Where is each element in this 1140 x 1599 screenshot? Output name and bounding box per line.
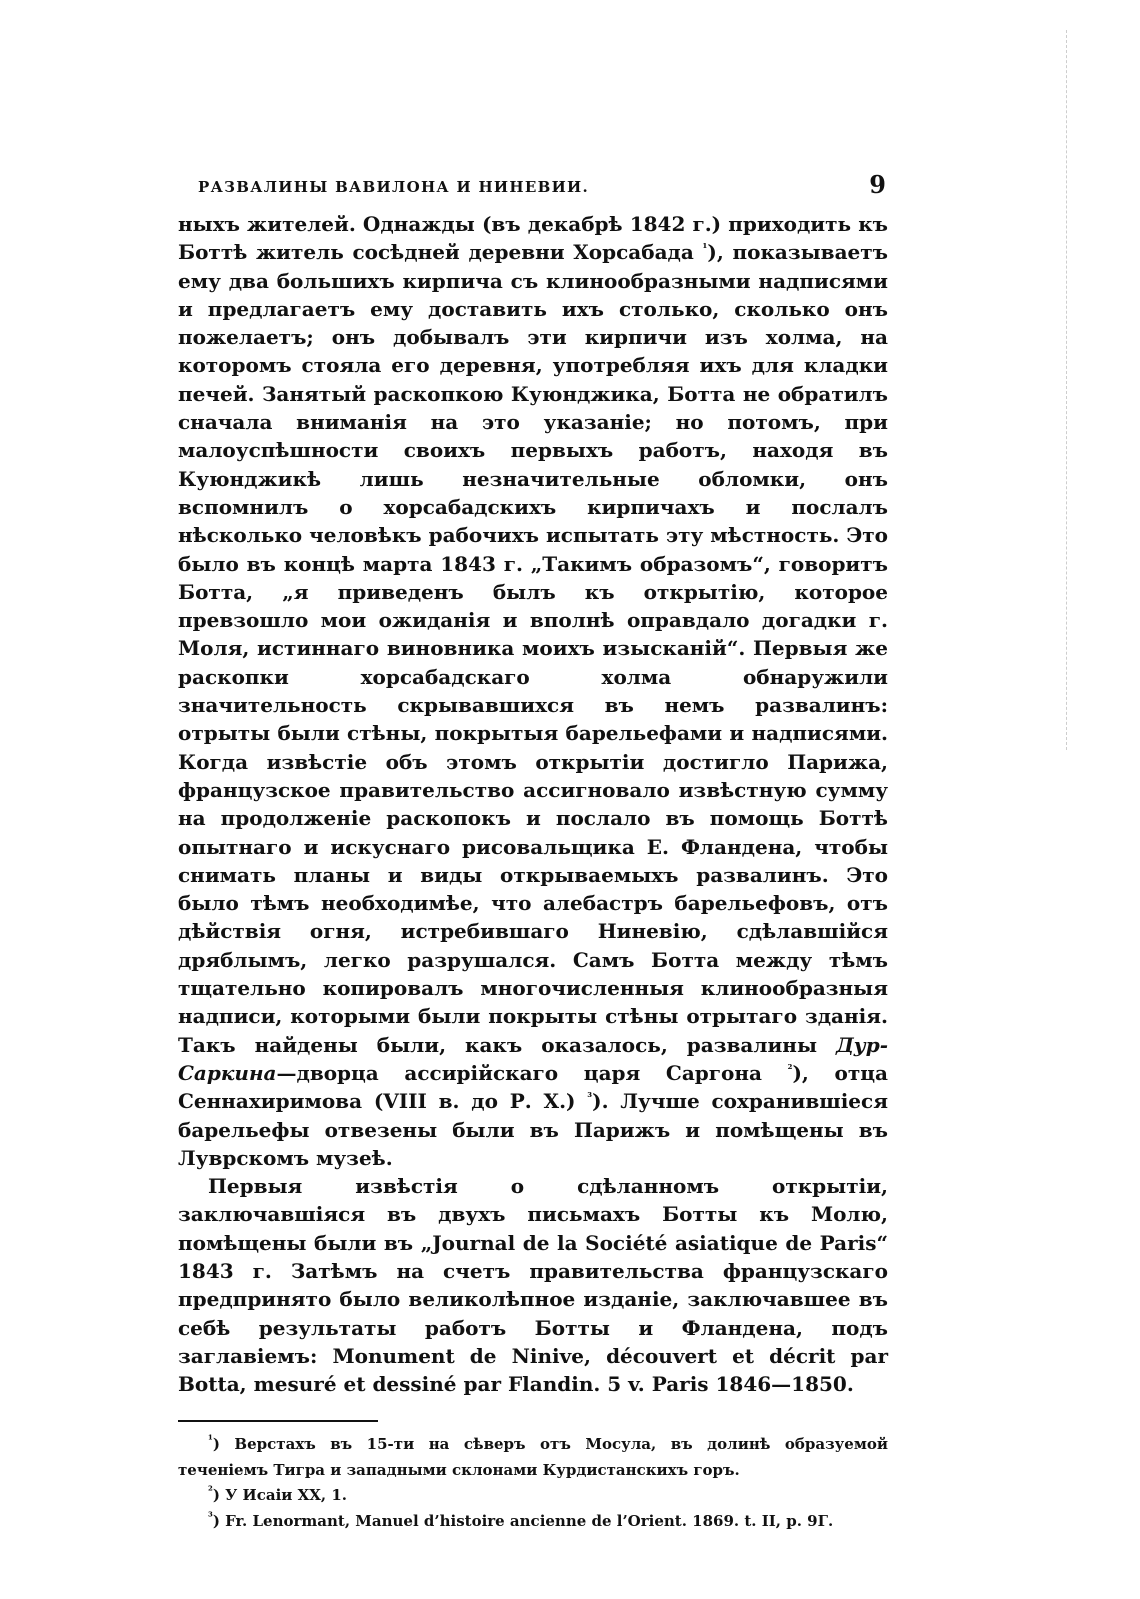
footnote-2 [178, 1483, 888, 1509]
footnote-text: ) Fr. Lenormant, Manuel d’histoire ancienne de l’Orient. 1869. t. II, p. 9Г. [212, 1511, 834, 1530]
footnote-text: ) Верстахъ въ 15-ти на сѣверъ отъ Мосула, въ долинѣ образуемой теченіемъ Тигра и западными склонами Курдистанскихъ горъ. [178, 1435, 888, 1479]
italic-dur-sarkina: Дур-Саркина [178, 1032, 888, 1085]
footnote-ref-3: ³ [587, 1090, 593, 1104]
running-head: РАЗВАЛИНЫ ВАВИЛОНА И НИНЕВИИ. [198, 178, 590, 196]
scan-edge-artifact [1066, 30, 1069, 750]
footnote-3 [178, 1509, 888, 1535]
page-header [178, 170, 888, 210]
footnote-divider [178, 1420, 378, 1422]
page-number: 9 [869, 170, 886, 199]
footnote-ref-2: ² [787, 1062, 793, 1076]
paragraph-1-part-1: ныхъ жителей. Однажды (въ декабрѣ 1842 г.) приходить къ Боттѣ житель сосѣдней деревни Хорсабада [178, 212, 888, 265]
paragraph-1-part-5: ). Лучше сохранившіеся барельефы отвезены были въ Парижъ и помѣщены въ Луврскомъ музеѣ. [178, 1089, 888, 1170]
paragraph-1-part-2: ), показываетъ ему два большихъ кирпича съ клинообразными надписями и предлагаетъ ему доставить ихъ столько, сколько онъ пожелаетъ; онъ добывалъ эти кирпичи изъ холма, на которомъ стояла его деревня, употребляя ихъ для кладки печей. Занятый раскопкою Куюнджика, Ботта не обратилъ сначала вниманія на это указаніе; но потомъ, при малоуспѣшности своихъ первыхъ работъ, находя въ Куюнджикѣ лишь незначительные обломки, онъ вспомнилъ о хорсабадскихъ кирпичахъ и послалъ нѣсколько человѣкъ рабочихъ испытать эту мѣстность. Это было въ концѣ марта 1843 г. „Такимъ образомъ“, говоритъ Ботта, „я приведенъ былъ къ открытію, которое превзошло мои ожиданія и вполнѣ оправдало догадки г. Моля, истиннаго виновника моихъ изысканій“. Первыя же раскопки хорсабадскаго холма обнаружили значительность скрывавшихся въ немъ развалинъ: отрыты были стѣны, покрытыя барельефами и надписями. Когда извѣстіе объ этомъ открытіи достигло Парижа, французское правительство ассигновало извѣстную сумму на продолженіе раскопокъ и послало въ помощь Боттѣ опытнаго и искуснаго рисовальщика Е. Фландена, чтобы снимать планы и виды открываемыхъ развалинъ. Это было тѣмъ необходимѣе, что алебастръ барельефовъ, отъ дѣйствія огня, истребившаго Ниневію, сдѣлавшійся дряблымъ, легко разрушался. Самъ Ботта между тѣмъ тщательно копировалъ многочисленныя клинообразныя надписи, которыми были покрыты стѣны отрытаго зданія. Такъ найдены были, какъ оказалось, развалины [178, 240, 888, 1057]
body-text [178, 210, 888, 1398]
footnote-marker: ² [208, 1484, 213, 1498]
footnote-text: ) У Исаіи XX, 1. [212, 1486, 347, 1505]
paragraph-1-part-3: —дворца ассирійскаго царя Саргона [276, 1060, 788, 1085]
footnote-1 [178, 1432, 888, 1483]
footnote-marker: ¹ [208, 1433, 213, 1447]
book-page [178, 170, 888, 1534]
footnotes [178, 1432, 888, 1534]
footnote-marker: ³ [208, 1509, 213, 1523]
paragraph-2: Первыя извѣстія о сдѣланномъ открытіи, заключавшіяся въ двухъ письмахъ Ботты къ Молю, помѣщены были въ „Journal de la Société asiatique de Paris“ 1843 г. Затѣмъ на счетъ правительства французскаго предпринято было великолѣпное изданіе, заключавшее въ себѣ результаты работъ Ботты и Фландена, подъ заглавіемъ: Monument de Ninive, découvert et décrit par Botta, mesuré et dessiné par Flandin. 5 v. Paris 1846—1850. [178, 1174, 888, 1397]
footnote-ref-1: ¹ [702, 241, 708, 255]
paragraph-1-part-4: ), отца Сеннахиримова (VIII в. до Р. Х.) [178, 1060, 888, 1114]
paragraph-1 [178, 210, 888, 1172]
